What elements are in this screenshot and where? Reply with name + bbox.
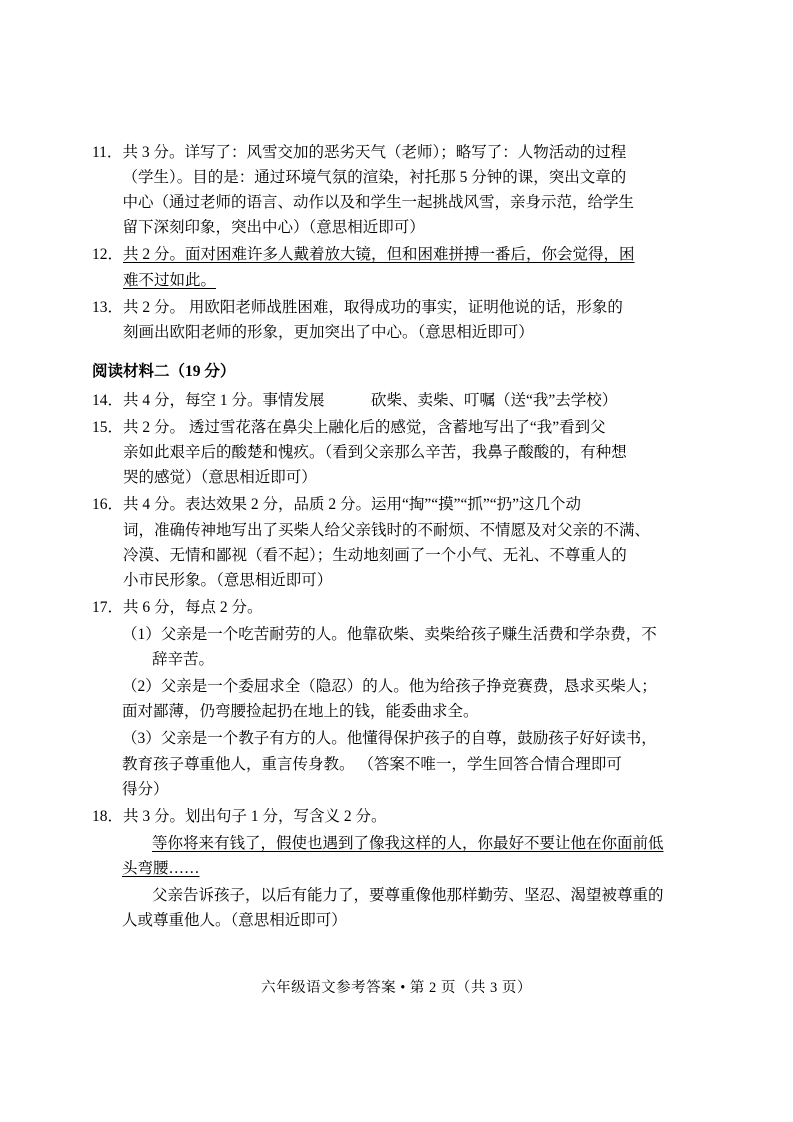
answer-text-16 [123,492,701,592]
sub-item-line: 教育孩子尊重他人，重言传身教。 （答案不唯一，学生回答合情合理即可 [122,755,622,773]
answer-line: 冷漠、无情和鄙视（看不起）；生动地刻画了一个小气、无礼、不尊重人的 [123,546,627,564]
answer-sub-item-3 [122,726,701,801]
answer-line: 留下深刻印象，突出中心）（意思相近即可） [122,219,425,237]
answer-line: 哭的感觉）（意思相近即可） [123,469,317,487]
answer-number-12: 12． [92,246,124,264]
answer-item-16 [92,492,701,592]
sub-item-line: 得分） [122,780,169,798]
answer-sub-item-2 [122,674,701,724]
answer-line: 共 4 分。表达效果 2 分，品质 2 分。运用“掏”“摸”“抓”“扔”这几个动 [123,496,582,514]
document-body [92,140,701,933]
answer-item-13 [92,295,701,345]
sub-item-line: 辞辛苦。 [152,651,215,669]
sub-item-label: （2） [122,678,161,696]
answer-line: 词，准确传神地写出了买柴人给父亲钱时的不耐烦、不情愿及对父亲的不满、 [123,521,651,539]
quote-line: 等你将来有钱了，假使也遇到了像我这样的人，你最好不要让他在你面前低 [152,834,664,852]
answer-sub-item-1 [122,622,701,672]
answer-number-14: 14． [92,391,124,409]
sub-item-label: （1） [122,625,161,643]
answer-line: 小市民形象。（意思相近即可） [123,571,333,589]
answer-line: 亲如此艰辛后的酸楚和愧疚。（看到父亲那么辛苦，我鼻子酸酸的，有种想 [123,444,627,462]
explanation-line: 人或尊重他人。（意思相近即可） [122,912,347,930]
sub-item-line: 父亲是一个教子有方的人。他懂得保护孩子的自尊，鼓励孩子好好读书， [160,730,657,748]
answer-text-17: 共 6 分，每点 2 分。 [123,598,263,616]
answer-line: 共 3 分。详写了：风雪交加的恶劣天气（老师）；略写了：人物活动的过程 [122,144,627,161]
answer-text-14: 共 4 分，每空 1 分。事情发展 砍柴、卖柴、叮嘱（送“我”去学校） [123,391,618,409]
answer-line: 共 2 分。 用欧阳老师战胜困难，取得成功的事实，证明他说的话，形象的 [123,298,623,316]
sub-item-line: 父亲是一个吃苦耐劳的人。他靠砍柴、卖柴给孩子赚生活费和学杂费，不 [160,625,657,643]
answer-text-12 [123,242,701,292]
answer-number-13: 13． [92,298,124,316]
answer-number-18: 18． [92,807,124,825]
answer-item-15 [92,415,701,490]
answer-line-underlined: 共 2 分。面对困难许多人戴着放大镜，但和困难拼搏一番后，你会觉得，困 [123,246,635,264]
answer-text-11 [122,140,701,240]
sub-item-label: （3） [122,730,161,748]
answer-item-11 [92,140,701,240]
answer-18-quote [122,831,701,881]
answer-item-18 [92,804,701,829]
answer-text-15 [123,415,701,490]
answer-number-17: 17． [92,598,124,616]
answer-text-13 [123,295,701,345]
answer-18-explanation [122,883,701,933]
answer-item-14 [92,388,701,413]
explanation-line: 父亲告诉孩子，以后有能力了，要尊重像他那样勤劳、坚忍、渴望被尊重的 [152,887,664,905]
answer-line: （学生）。目的是：通过环境气氛的渲染，衬托那 5 分钟的课，突出文章的 [122,169,627,187]
page-footer: 六年级语文参考答案 • 第 2 页（共 3 页） [261,980,532,996]
answer-line: 刻画出欧阳老师的形象，更加突出了中心。（意思相近即可） [123,323,534,341]
answer-text-18: 共 3 分。划出句子 1 分，写含义 2 分。 [123,807,387,825]
answer-line-underlined: 难不过如此。 [123,271,217,289]
section-title-reading-material-2: 阅读材料二（19 分） [92,362,236,380]
quote-line: 头弯腰…… [122,859,200,877]
answer-number-16: 16． [92,496,124,514]
answer-number-15: 15． [92,419,124,437]
answer-line: 共 2 分。 透过雪花落在鼻尖上融化后的感觉，含蓄地写出了“我”看到父 [123,419,606,437]
answer-item-17 [92,595,701,620]
answer-number-11: 11． [92,144,123,161]
answer-item-12 [92,242,701,292]
sub-item-line: 面对鄙薄，仍弯腰捡起扔在地上的钱，能委曲求全。 [122,703,479,721]
sub-item-line: 父亲是一个委屈求全（隐忍）的人。他为给孩子挣竞赛费，恳求买柴人； [160,678,657,696]
answer-line: 中心（通过老师的语言、动作以及和学生一起挑战风雪，亲身示范，给学生 [122,194,634,212]
